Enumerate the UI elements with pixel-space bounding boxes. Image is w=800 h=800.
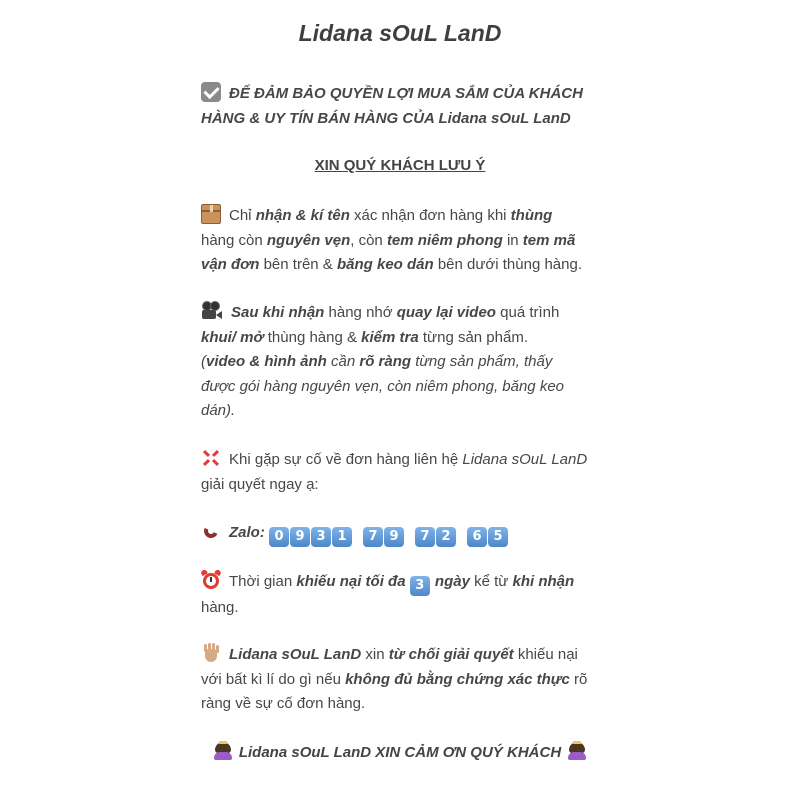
paragraph-video: Sau khi nhận hàng nhớ quay lại video quá trình khui/ mở thùng hàng & kiểm tra từng sản phẩm. (video & hình ảnh cần rõ ràng từng sản phẩm, thấy được gói hàng nguyên vẹn, còn niêm phong, băng keo dán). [201,301,601,424]
zalo-digit-keycap: 0 [269,527,289,547]
zalo-digit-keycap: 5 [488,527,508,547]
closing-text: Lidana sOuL LanD XIN CẢM ƠN QUÝ KHÁCH [238,744,562,761]
movie-camera-icon [201,301,223,321]
page-title: Lidana sOuL LanD [298,20,502,46]
zalo-digit-keycap: 7 [415,527,435,547]
notice-line-2: HÀNG & UY TÍN BÁN HÀNG CỦA Lidana sOuL LanD [201,109,571,127]
paragraph-receive: Chỉ nhận & kí tên xác nhận đơn hàng khi thùng hàng còn nguyên vẹn, còn tem niêm phong in tem mã vận đơn bên trên & băng keo dán bên dưới thùng hàng. [201,204,601,278]
subheading: XIN QUÝ KHÁCH LƯU Ý [314,157,486,174]
anger-symbol-icon [201,448,221,468]
zalo-digit-keycap: 9 [384,527,404,547]
check-box-icon [201,82,221,102]
closing-line [0,741,800,761]
raised-hand-icon [201,643,221,663]
notice-line-1: ĐỂ ĐẢM BẢO QUYỀN LỢI MUA SẮM CỦA KHÁCH [229,85,583,102]
paragraph-contact: Khi gặp sự cố về đơn hàng liên hệ Lidana sOuL LanD giải quyết ngay ạ: [201,448,601,497]
paragraph-complaint-time: Thời gian khiếu nại tối đa 3 ngày kể từ khi nhận hàng. [201,570,601,621]
woman-bowing-icon [567,741,587,761]
paragraph-refusal: Lidana sOuL LanD xin từ chối giải quyết khiếu nại với bất kì lí do gì nếu không đủ bằng chứng xác thực rõ ràng về sự cố đơn hàng. [201,643,601,717]
notice [201,82,621,131]
zalo-digit-keycap: 1 [332,527,352,547]
alarm-clock-icon [201,570,221,590]
zalo-digit-keycap: 7 [363,527,383,547]
keycap-digit: 3 [410,576,430,596]
zalo-line [201,521,601,547]
telephone-icon [201,521,221,541]
woman-bowing-icon [213,741,233,761]
zalo-label: Zalo: [229,524,265,541]
zalo-digit-keycap: 3 [311,527,331,547]
package-icon [201,204,221,224]
zalo-digit-keycap: 6 [467,527,487,547]
zalo-number[interactable] [269,524,509,544]
zalo-digit-keycap: 2 [436,527,456,547]
zalo-digit-keycap: 9 [290,527,310,547]
